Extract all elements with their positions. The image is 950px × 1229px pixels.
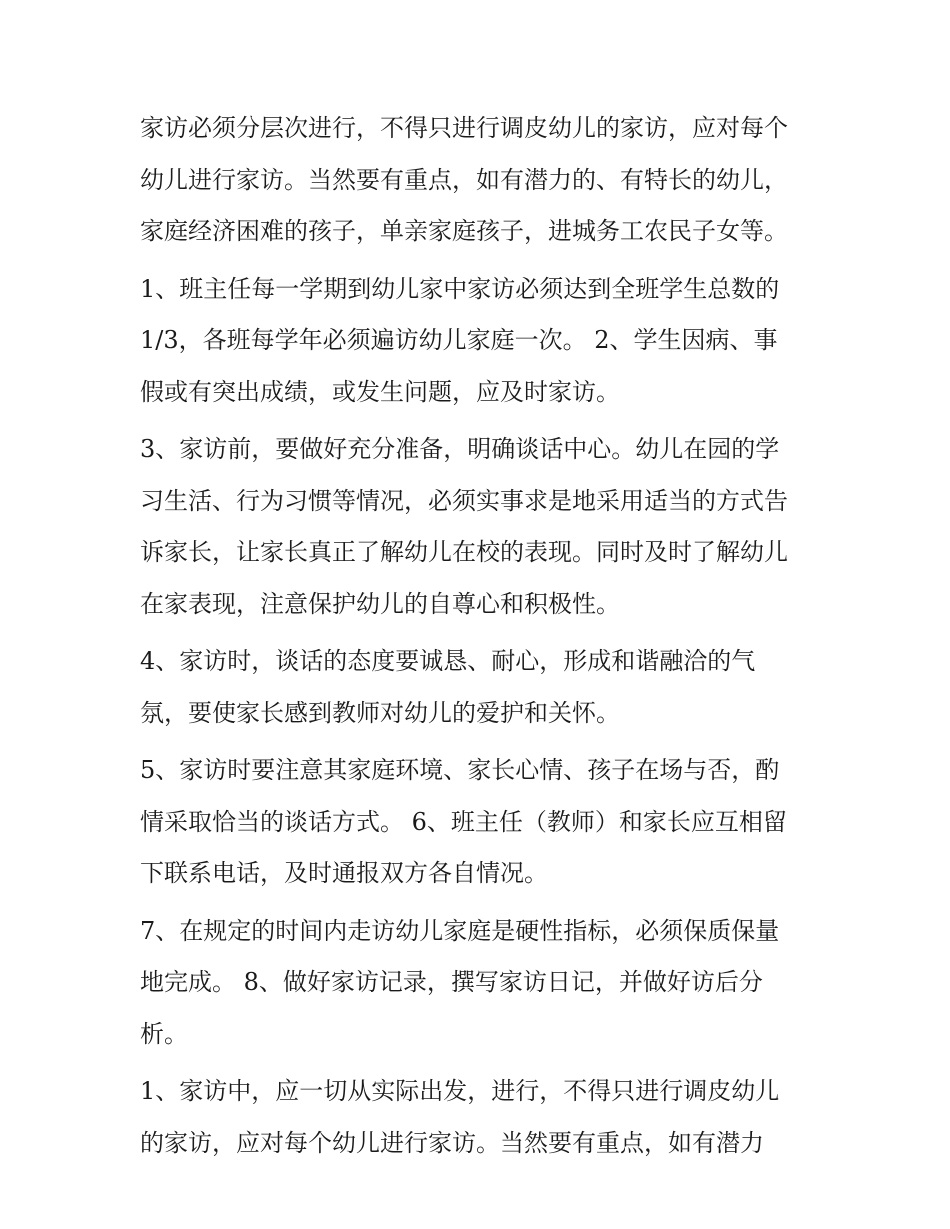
- paragraph: [140, 424, 820, 630]
- text-line: 4、家访时，谈话的态度要诚恳、耐心，形成和谐融洽的气: [140, 647, 756, 675]
- paragraph: [140, 103, 820, 258]
- text-line: 1/3，各班每学年必须遍访幼儿家庭一次。 2、学生因病、事: [140, 326, 778, 354]
- text-line: 情采取恰当的谈话方式。 6、班主任（教师）和家长应互相留: [140, 807, 787, 836]
- text-line: 习生活、行为习惯等情况，必须实事求是地采用适当的方式告: [140, 486, 788, 515]
- text-line: 家访必须分层次进行，不得只进行调皮幼儿的家访，应对每个: [140, 114, 788, 142]
- text-line: 析。: [140, 1019, 188, 1048]
- paragraph: [140, 745, 820, 900]
- text-line: 氛，要使家长感到教师对幼儿的爱护和关怀。: [140, 698, 620, 727]
- text-line: 1、班主任每一学期到幼儿家中家访必须达到全班学生总数的: [140, 274, 780, 303]
- text-line: 7、在规定的时间内走访幼儿家庭是硬性指标，必须保质保量: [140, 916, 780, 945]
- text-line: 3、家访前，要做好充分准备，明确谈话中心。幼儿在园的学: [140, 435, 780, 463]
- document-body: [140, 103, 820, 1169]
- text-line: 在家表现，注意保护幼儿的自尊心和积极性。: [140, 589, 620, 618]
- text-line: 1、家访中，应一切从实际出发，进行，不得只进行调皮幼儿: [140, 1077, 780, 1105]
- text-line: 假或有突出成绩，或发生问题，应及时家访。: [140, 377, 620, 406]
- text-line: 的家访，应对每个幼儿进行家访。当然要有重点，如有潜力: [140, 1128, 764, 1157]
- paragraph: [140, 1066, 820, 1169]
- text-line: 地完成。 8、做好家访记录，撰写家访日记，并做好访后分: [140, 968, 763, 996]
- paragraph: [140, 636, 820, 739]
- text-line: 幼儿进行家访。当然要有重点，如有潜力的、有特长的幼儿，: [140, 165, 788, 194]
- paragraph: [140, 906, 820, 1061]
- text-line: 下联系电话，及时通报双方各自情况。: [140, 859, 548, 887]
- text-line: 5、家访时要注意其家庭环境、家长心情、孩子在场与否，酌: [140, 756, 780, 784]
- text-line: 家庭经济困难的孩子，单亲家庭孩子，进城务工农民子女等。: [140, 217, 788, 245]
- paragraph: [140, 264, 820, 419]
- text-line: 诉家长，让家长真正了解幼儿在校的表现。同时及时了解幼儿: [140, 538, 788, 566]
